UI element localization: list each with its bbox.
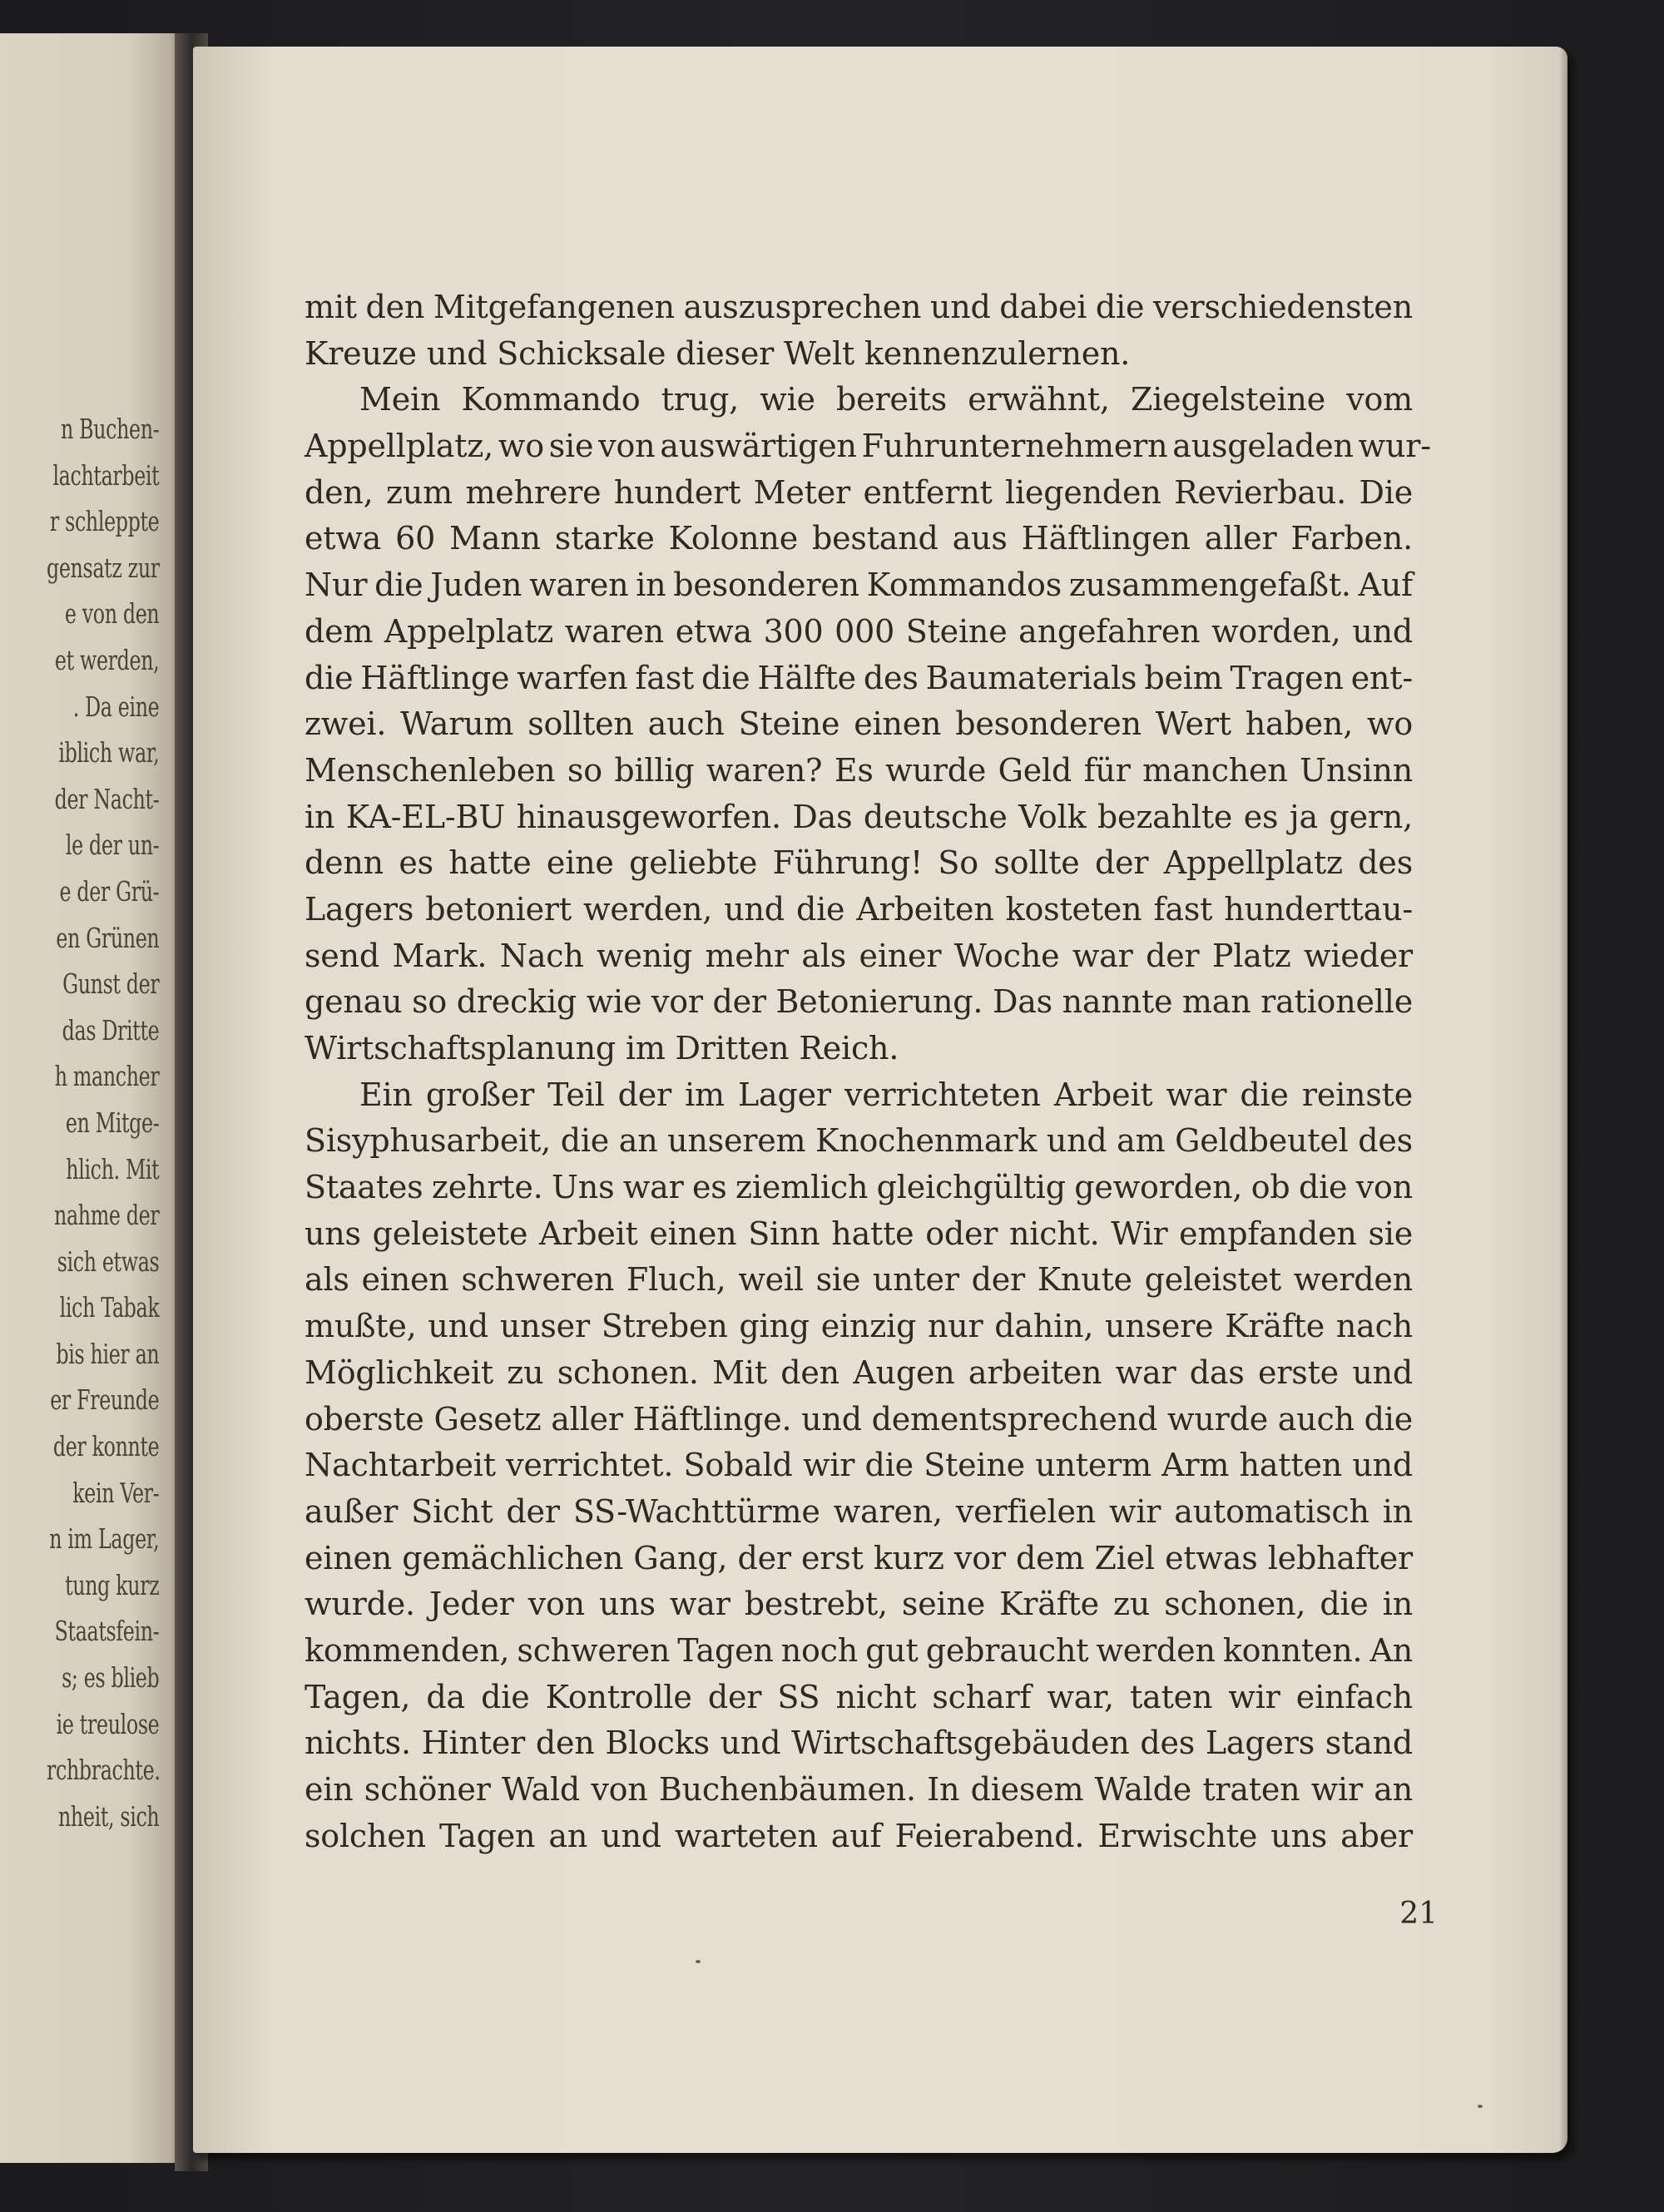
left-page-line: le der un-: [65, 829, 160, 862]
text-line: genau so dreckig wie vor der Betonierung. Das nannte man rationelle: [305, 983, 1413, 1021]
left-page-line: . Da eine: [72, 690, 160, 723]
left-page-line: tung kurz: [65, 1568, 160, 1601]
left-page-line: bis hier an: [56, 1337, 160, 1370]
text-line: Tagen, da die Kontrolle der SS nicht scharf war, taten wir einfach: [305, 1678, 1413, 1715]
text-line: zwei. Warum sollten auch Steine einen besonderen Wert haben, wo: [305, 705, 1413, 743]
left-page-line: lich Tabak: [59, 1291, 160, 1324]
right-page: [193, 47, 1567, 2153]
text-line: kommenden, schweren Tagen noch gut gebraucht werden konnten. An: [305, 1631, 1413, 1669]
left-page-line: hlich. Mit: [66, 1152, 160, 1185]
text-line: Möglichkeit zu schonen. Mit den Augen arbeiten war das erste und: [305, 1353, 1413, 1391]
text-line: Staates zehrte. Uns war es ziemlich gleichgültig geworden, ob die von: [305, 1169, 1413, 1206]
left-page-line: sich etwas: [57, 1245, 160, 1278]
left-page: [0, 33, 185, 2163]
text-line: solchen Tagen an und warteten auf Feierabend. Erwischte uns aber: [305, 1817, 1413, 1854]
left-page-line: en Grünen: [56, 921, 160, 954]
paper-speck: [696, 1960, 701, 1963]
left-page-line: rchbrachte.: [47, 1754, 161, 1787]
text-line: Mein Kommando trug, wie bereits erwähnt, Ziegelsteine vom: [359, 381, 1413, 418]
left-page-line: der konnte: [52, 1430, 160, 1463]
text-line: dem Appelplatz waren etwa 300 000 Steine angefahren worden, und: [305, 612, 1413, 650]
left-page-line: n Buchen-: [60, 413, 160, 445]
text-line: außer Sicht der SS-Wachttürme waren, verfielen wir automatisch in: [305, 1492, 1413, 1530]
left-page-line: das Dritte: [62, 1013, 160, 1047]
left-page-line: ie treulose: [56, 1707, 160, 1740]
left-page-line: gensatz zur: [47, 551, 160, 584]
left-page-line: r schleppte: [49, 505, 160, 538]
text-line: mußte, und unser Streben ging einzig nur dahin, unsere Kräfte nach: [305, 1308, 1413, 1345]
text-line: Lagers betoniert werden, und die Arbeiten kosteten fast hunderttau-: [305, 890, 1413, 928]
text-line: Kreuze und Schicksale dieser Welt kennenzulernen.: [305, 334, 1131, 372]
text-line: etwa 60 Mann starke Kolonne bestand aus Häftlingen aller Farben.: [305, 520, 1413, 557]
text-line: Sisyphusarbeit, die an unserem Knochenmark und am Geldbeutel des: [305, 1122, 1413, 1160]
text-line: Wirtschaftsplanung im Dritten Reich.: [305, 1030, 899, 1066]
body-text: [305, 285, 1431, 1859]
text-line: mit den Mitgefangenen auszusprechen und dabei die verschiedensten: [305, 289, 1413, 325]
text-line: Menschenleben so billig waren? Es wurde Geld für manchen Unsinn: [305, 751, 1413, 789]
left-page-line: nahme der: [54, 1199, 160, 1232]
text-line: nichts. Hinter den Blocks und Wirtschaftsgebäuden des Lagers stand: [305, 1725, 1413, 1762]
text-line: ein schöner Wald von Buchenbäumen. In diesem Walde traten wir an: [305, 1771, 1413, 1808]
text-line: uns geleistete Arbeit einen Sinn hatte oder nicht. Wir empfanden sie: [305, 1215, 1413, 1252]
left-page-line: nheit, sich: [57, 1799, 160, 1833]
text-line: einen gemächlichen Gang, der erst kurz vor dem Ziel etwas lebhafter: [305, 1539, 1413, 1576]
left-page-line: lachtarbeit: [52, 458, 160, 492]
left-page-text: [0, 406, 166, 1839]
text-line: Ein großer Teil der im Lager verrichteten Arbeit war die reinste: [359, 1076, 1413, 1113]
text-line: send Mark. Nach wenig mehr als einer Woche war der Platz wieder: [305, 937, 1413, 974]
left-page-line: et werden,: [54, 643, 160, 676]
text-line: den, zum mehrere hundert Meter entfernt liegenden Revierbau. Die: [305, 473, 1413, 511]
left-page-line: iblich war,: [58, 736, 160, 769]
text-line: die Häftlinge warfen fast die Hälfte des Baumaterials beim Tragen ent-: [305, 659, 1413, 696]
text-line: als einen schweren Fluch, weil sie unter der Knute geleistet werden: [305, 1261, 1413, 1299]
paper-speck: [1478, 2105, 1483, 2108]
left-page-line: der Nacht-: [54, 782, 160, 815]
text-line: Nachtarbeit verrichtet. Sobald wir die Steine unterm Arm hatten und: [305, 1447, 1413, 1484]
text-line: denn es hatte eine geliebte Führung! So sollte der Appellplatz des: [305, 844, 1413, 882]
text-line: Nur die Juden waren in besonderen Kommandos zusammengefaßt. Auf: [305, 567, 1413, 604]
text-line: Appellplatz, wo sie von auswärtigen Fuhrunternehmern ausgeladen wur-: [305, 428, 1431, 465]
left-page-line: kein Ver-: [72, 1476, 160, 1509]
left-page-line: Staatsfein-: [54, 1615, 160, 1648]
text-line: oberste Gesetz aller Häftlinge. und dementsprechend wurde auch die: [305, 1400, 1413, 1438]
left-page-line: en Mitge-: [65, 1106, 160, 1139]
left-page-line: Gunst der: [62, 967, 160, 1001]
left-page-line: er Freunde: [50, 1383, 160, 1417]
left-page-line: n im Lager,: [49, 1522, 160, 1556]
left-page-line: e der Grü-: [59, 874, 160, 908]
left-page-line: h mancher: [54, 1060, 160, 1093]
text-line: in KA-EL-BU hinausgeworfen. Das deutsche Volk bezahlte es ja gern,: [305, 798, 1413, 835]
text-line: wurde. Jeder von uns war bestrebt, seine Kräfte zu schonen, die in: [305, 1586, 1413, 1623]
page-edge-shadow: [1559, 47, 1567, 2153]
left-page-line: s; es blieb: [62, 1661, 160, 1695]
left-page-line: e von den: [64, 597, 160, 631]
page-number: 21: [1399, 1897, 1438, 1931]
